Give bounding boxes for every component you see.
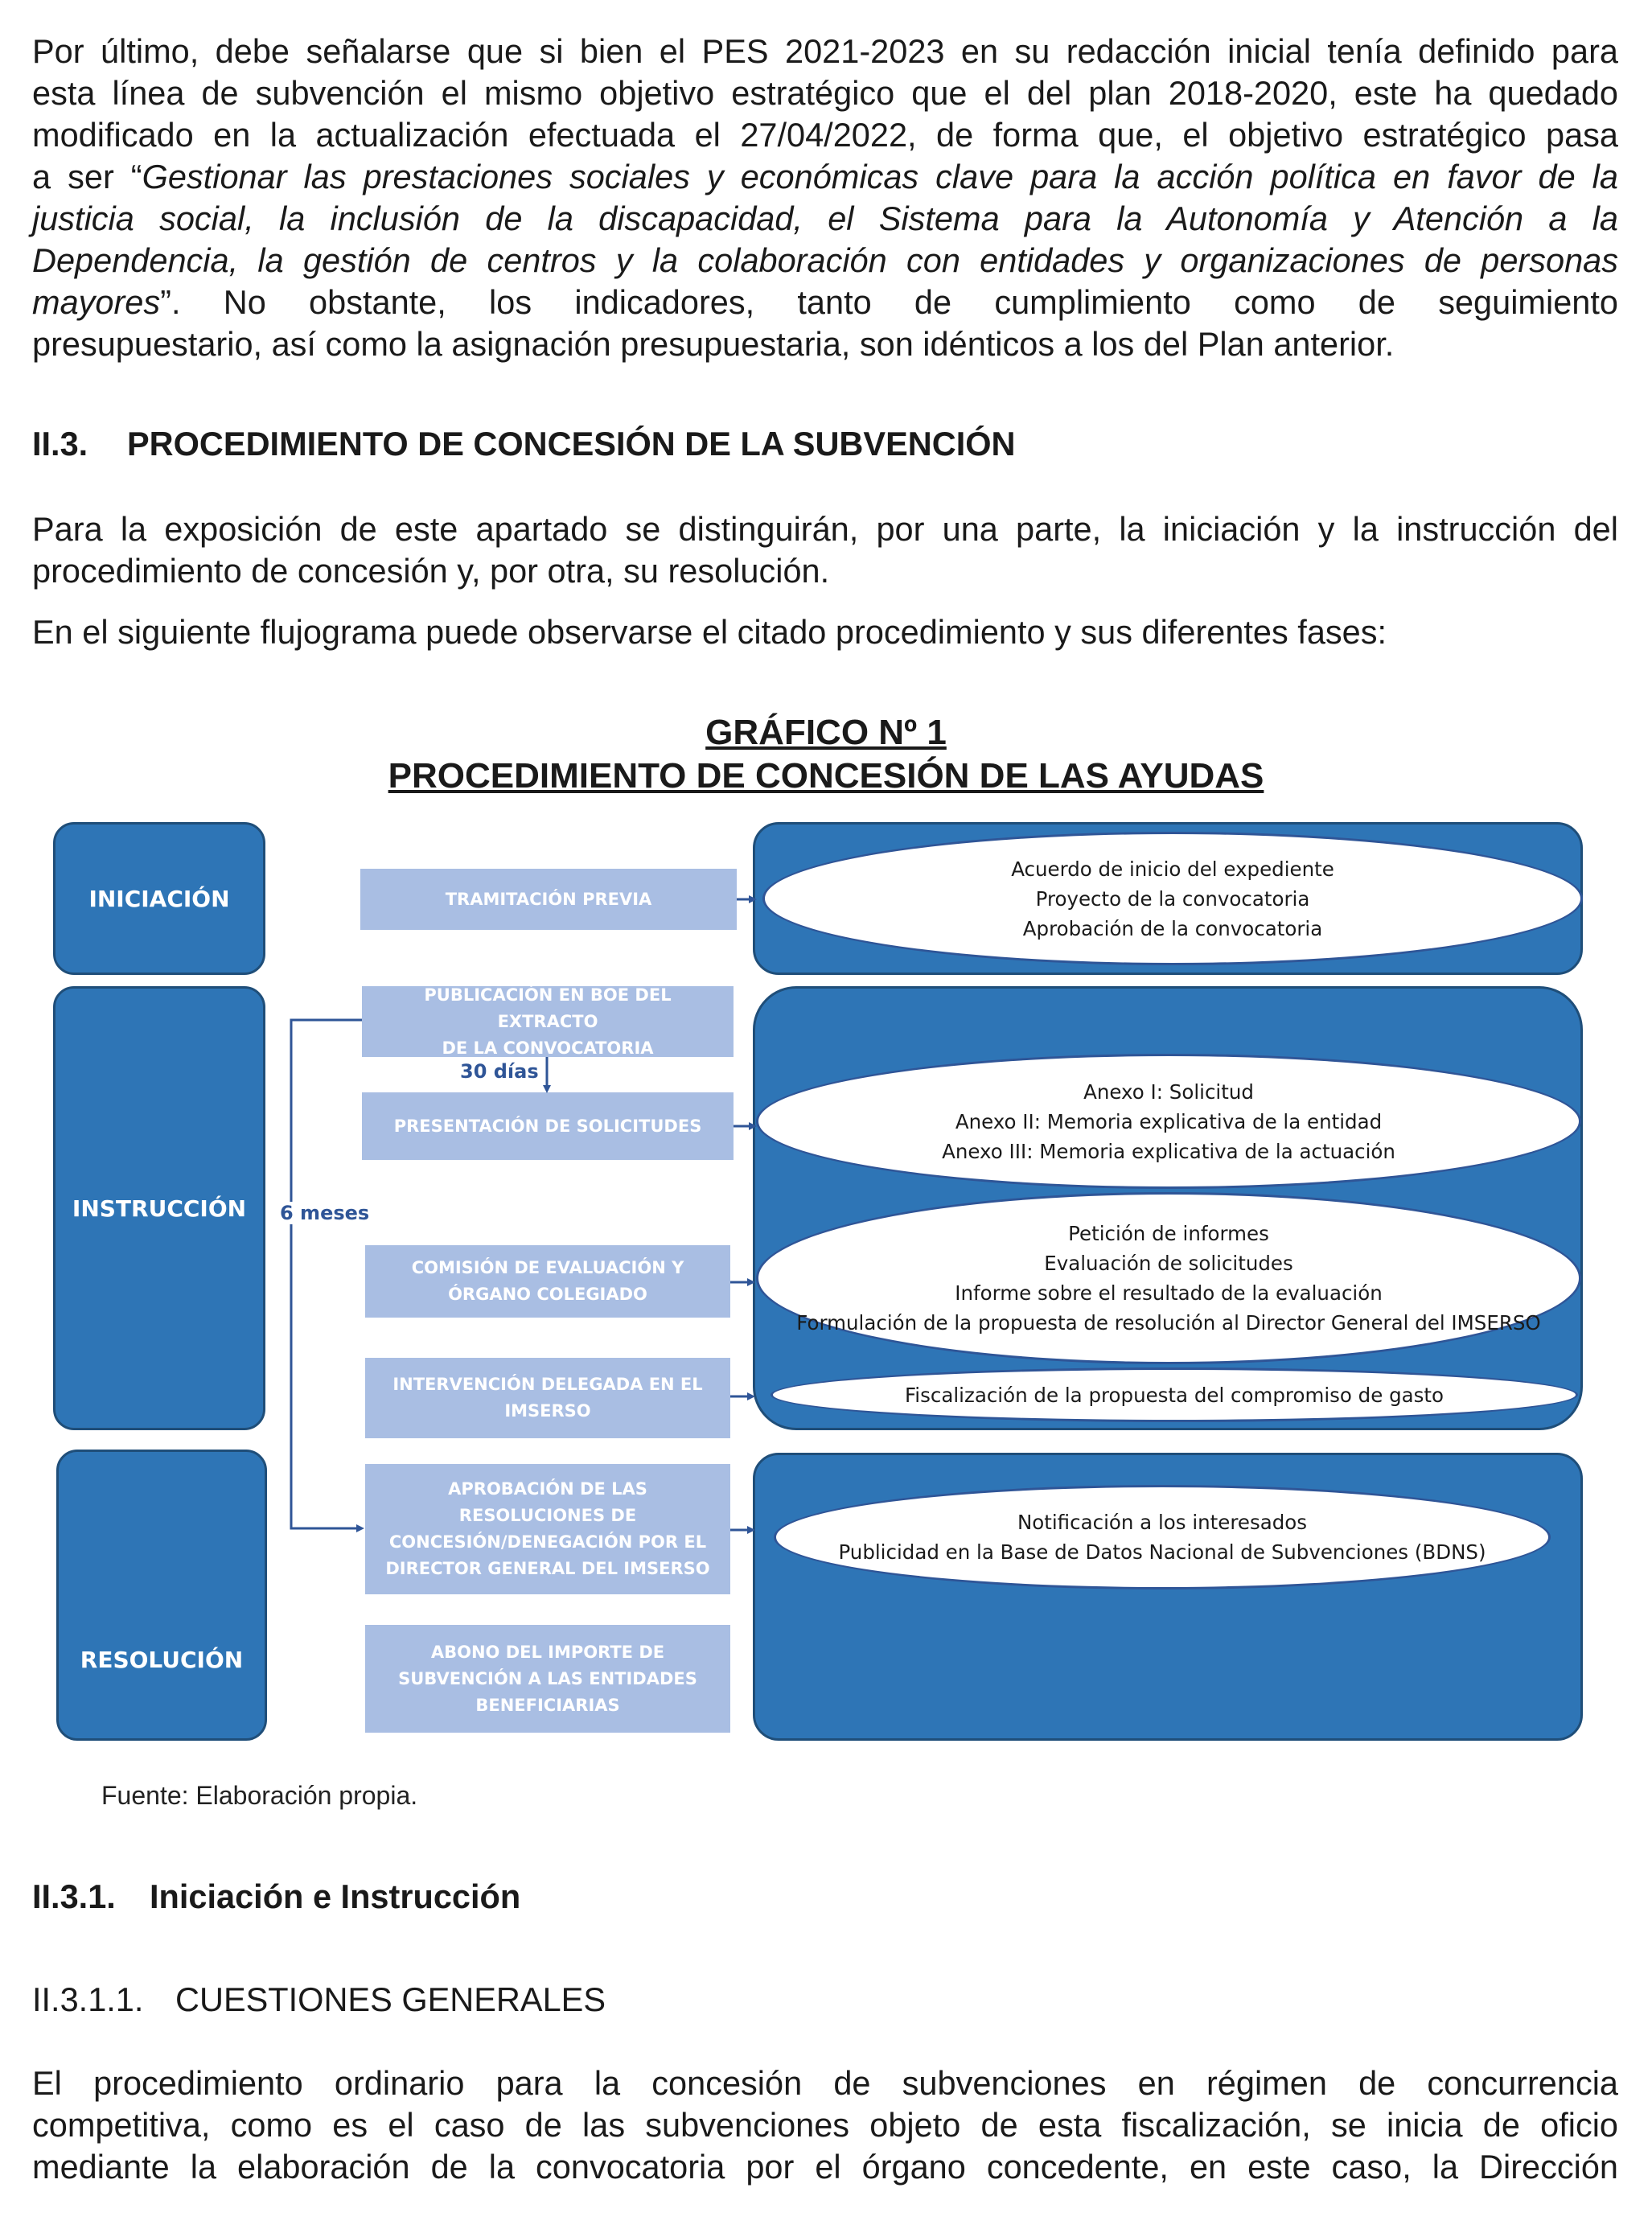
final-line-1: El procedimiento ordinario para la concesión de subvenciones en régimen de concurrencia	[32, 2064, 1618, 2102]
subsection-heading	[32, 1877, 520, 1916]
intro-line-4-prefix: a ser “	[32, 158, 142, 195]
phase-iniciacion: INICIACIÓN	[53, 822, 265, 975]
final-paragraph	[32, 2062, 1618, 2188]
final-line-3: mediante la elaboración de la convocatoria por el órgano concedente, en este caso, la Dirección	[32, 2148, 1618, 2186]
oval-fiscalizacion-item: Fiscalización de la propuesta del compromiso de gasto	[904, 1383, 1444, 1407]
section-number: II.3.	[32, 425, 88, 463]
step-publicacion-line-2: DE LA CONVOCATORIA	[442, 1038, 654, 1058]
oval-iniciacion-item: Acuerdo de inicio del expediente	[1011, 857, 1334, 881]
step-publicacion-line-1: PUBLICACIÓN EN BOE DEL EXTRACTO	[424, 985, 672, 1031]
intro-line-1: Por último, debe señalarse que si bien el PES 2021-2023 en su redacción inicial tenía definido para	[32, 32, 1618, 70]
step-aprobacion-line-1: APROBACIÓN DE LAS	[448, 1479, 647, 1499]
chart-title-text: PROCEDIMIENTO DE CONCESIÓN DE LAS AYUDAS	[388, 756, 1264, 796]
intro-quote-part-3: Dependencia, la gestión de centros y la colaboración con entidades y organizaciones de personas	[32, 241, 1618, 279]
intro-line-2: esta línea de subvención el mismo objetivo estratégico que el del plan 2018-2020, este ha quedado	[32, 74, 1618, 112]
oval-evaluacion-item: Informe sobre el resultado de la evaluación	[955, 1281, 1383, 1305]
oval-solicitudes-item: Anexo III: Memoria explicativa de la actuación	[942, 1139, 1395, 1163]
intro-line-3: modificado en la actualización efectuada el 27/04/2022, de forma que, el objetivo estratégico pasa	[32, 116, 1618, 154]
label-30-dias: 30 días	[460, 1060, 539, 1083]
step-intervencion-line-2: IMSERSO	[504, 1401, 591, 1421]
oval-iniciacion-item: Proyecto de la convocatoria	[1035, 886, 1310, 911]
phase-resolucion: RESOLUCIÓN	[56, 1450, 267, 1741]
para2-line: En el siguiente flujograma puede observarse el citado procedimiento y sus diferentes fases:	[32, 613, 1387, 651]
step-intervencion-line-1: INTERVENCIÓN DELEGADA EN EL	[392, 1375, 703, 1394]
subsection-title: Iniciación e Instrucción	[150, 1877, 521, 1915]
oval-evaluacion-item: Formulación de la propuesta de resolución al Director General del IMSERSO	[796, 1311, 1541, 1334]
step-aprobacion-line-3: CONCESIÓN/DENEGACIÓN POR EL	[388, 1532, 707, 1552]
phase-instruccion: INSTRUCCIÓN	[53, 986, 265, 1430]
arrow-6-meses	[291, 1020, 362, 1528]
subsubsection-number: II.3.1.1.	[32, 1980, 144, 2018]
step-aprobacion-line-4: DIRECTOR GENERAL DEL IMSERSO	[385, 1559, 710, 1578]
subsubsection-heading	[32, 1980, 606, 2019]
para1-line-2: procedimiento de concesión y, por otra, su resolución.	[32, 552, 830, 590]
subsection-number: II.3.1.	[32, 1877, 116, 1915]
intro-quote-part-1: Gestionar las prestaciones sociales y económicas clave para la acción política en favor de la	[142, 158, 1618, 195]
section-title: PROCEDIMIENTO DE CONCESIÓN DE LA SUBVENCIÓN	[127, 425, 1016, 463]
final-line-2: competitiva, como es el caso de las subvenciones objeto de esta fiscalización, se inicia de oficio	[32, 2106, 1618, 2144]
chart-title-number: GRÁFICO Nº 1	[705, 713, 947, 752]
oval-iniciacion-item: Aprobación de la convocatoria	[1022, 916, 1323, 940]
oval-solicitudes-item: Anexo II: Memoria explicativa de la entidad	[955, 1109, 1383, 1133]
step-presentacion-label: PRESENTACIÓN DE SOLICITUDES	[393, 1116, 702, 1136]
step-abono-line-2: SUBVENCIÓN A LAS ENTIDADES	[398, 1668, 697, 1688]
step-tramitacion-label: TRAMITACIÓN PREVIA	[445, 889, 652, 909]
intro-quote-part-2: justicia social, la inclusión de la discapacidad, el Sistema para la Autonomía y Atención a la	[32, 199, 1618, 237]
intro-quote-part-4: mayores	[32, 283, 161, 321]
label-6-meses: 6 meses	[280, 1202, 370, 1224]
intro-line-8: presupuestario, así como la asignación presupuestaria, son idénticos a los del Plan anterior.	[32, 325, 1395, 363]
para1-line-1: Para la exposición de este apartado se distinguirán, por una parte, la iniciación y la instrucción del	[32, 510, 1618, 548]
step-comision-line-1: COMISIÓN DE EVALUACIÓN Y	[411, 1258, 684, 1277]
oval-evaluacion-item: Petición de informes	[1068, 1222, 1269, 1245]
step-abono-line-3: BENEFICIARIAS	[475, 1695, 620, 1715]
oval-evaluacion-item: Evaluación de solicitudes	[1044, 1252, 1293, 1275]
step-aprobacion-line-2: RESOLUCIONES DE	[458, 1506, 637, 1525]
step-abono-line-1: ABONO DEL IMPORTE DE	[430, 1642, 665, 1662]
step-comision-line-2: ÓRGANO COLEGIADO	[448, 1285, 647, 1304]
oval-solicitudes-item: Anexo I: Solicitud	[1083, 1079, 1254, 1104]
oval-resolucion-item: Notificación a los interesados	[1017, 1511, 1308, 1534]
intro-line-7-suffix: ”. No obstante, los indicadores, tanto de cumplimiento como de seguimiento	[160, 283, 1618, 321]
chart-source: Fuente: Elaboración propia.	[101, 1781, 418, 1810]
subsubsection-title: CUESTIONES GENERALES	[175, 1980, 606, 2018]
oval-resolucion-item: Publicidad en la Base de Datos Nacional de Subvenciones (BDNS)	[838, 1540, 1486, 1564]
